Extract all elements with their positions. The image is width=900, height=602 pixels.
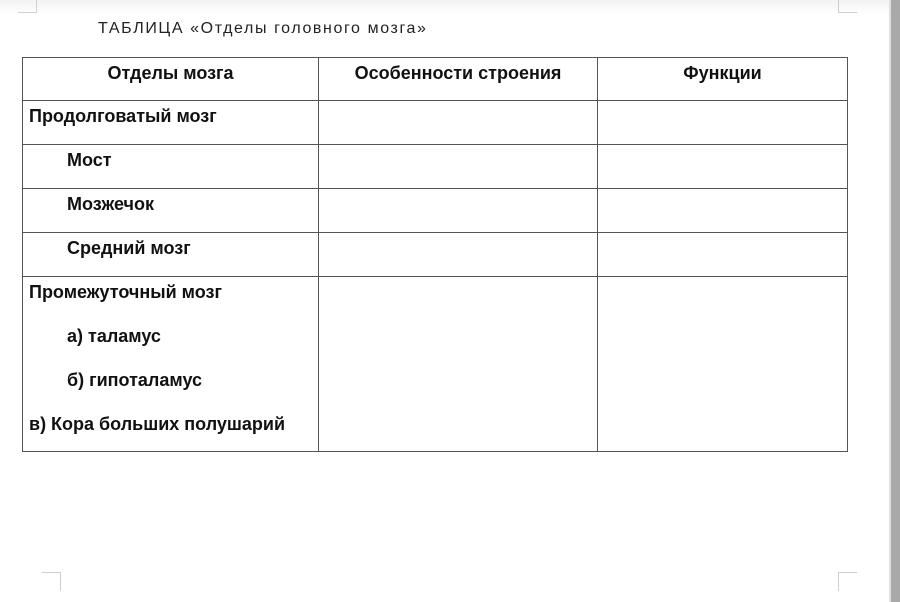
table-row xyxy=(23,145,848,189)
row-label: Промежуточный мозг xyxy=(29,282,222,302)
table-row xyxy=(23,189,848,233)
row-label: а) таламус xyxy=(67,326,161,346)
header-sections: Отделы мозга xyxy=(23,58,319,101)
row-label: Средний мозг xyxy=(23,233,319,277)
structure-cell[interactable] xyxy=(319,189,598,233)
structure-cell[interactable] xyxy=(319,145,598,189)
function-cell[interactable] xyxy=(598,101,848,145)
scrollbar[interactable] xyxy=(889,0,900,602)
function-cell[interactable] xyxy=(598,233,848,277)
structure-cell[interactable] xyxy=(319,277,598,452)
header-structure: Особенности строения xyxy=(319,58,598,101)
table-row xyxy=(23,277,848,452)
header-functions: Функции xyxy=(598,58,848,101)
brain-sections-table xyxy=(22,57,848,452)
function-cell[interactable] xyxy=(598,145,848,189)
row-label-group xyxy=(23,277,319,452)
table-title: ТАБЛИЦА «Отделы головного мозга» xyxy=(98,20,428,37)
row-label: Мозжечок xyxy=(23,189,319,233)
table-header-row xyxy=(23,58,848,101)
margin-mark-bottom-right xyxy=(838,572,857,591)
row-label: Продолговатый мозг xyxy=(23,101,319,145)
margin-mark-top-left xyxy=(18,0,37,13)
margin-mark-bottom-left xyxy=(42,572,61,591)
table-row xyxy=(23,101,848,145)
function-cell[interactable] xyxy=(598,277,848,452)
row-label: б) гипоталамус xyxy=(67,370,203,390)
function-cell[interactable] xyxy=(598,189,848,233)
structure-cell[interactable] xyxy=(319,101,598,145)
page-top-shadow xyxy=(0,0,890,14)
margin-mark-top-right xyxy=(838,0,857,13)
row-label: Мост xyxy=(23,145,319,189)
row-label: в) Кора больших полушарий xyxy=(29,414,286,434)
table-row xyxy=(23,233,848,277)
structure-cell[interactable] xyxy=(319,233,598,277)
